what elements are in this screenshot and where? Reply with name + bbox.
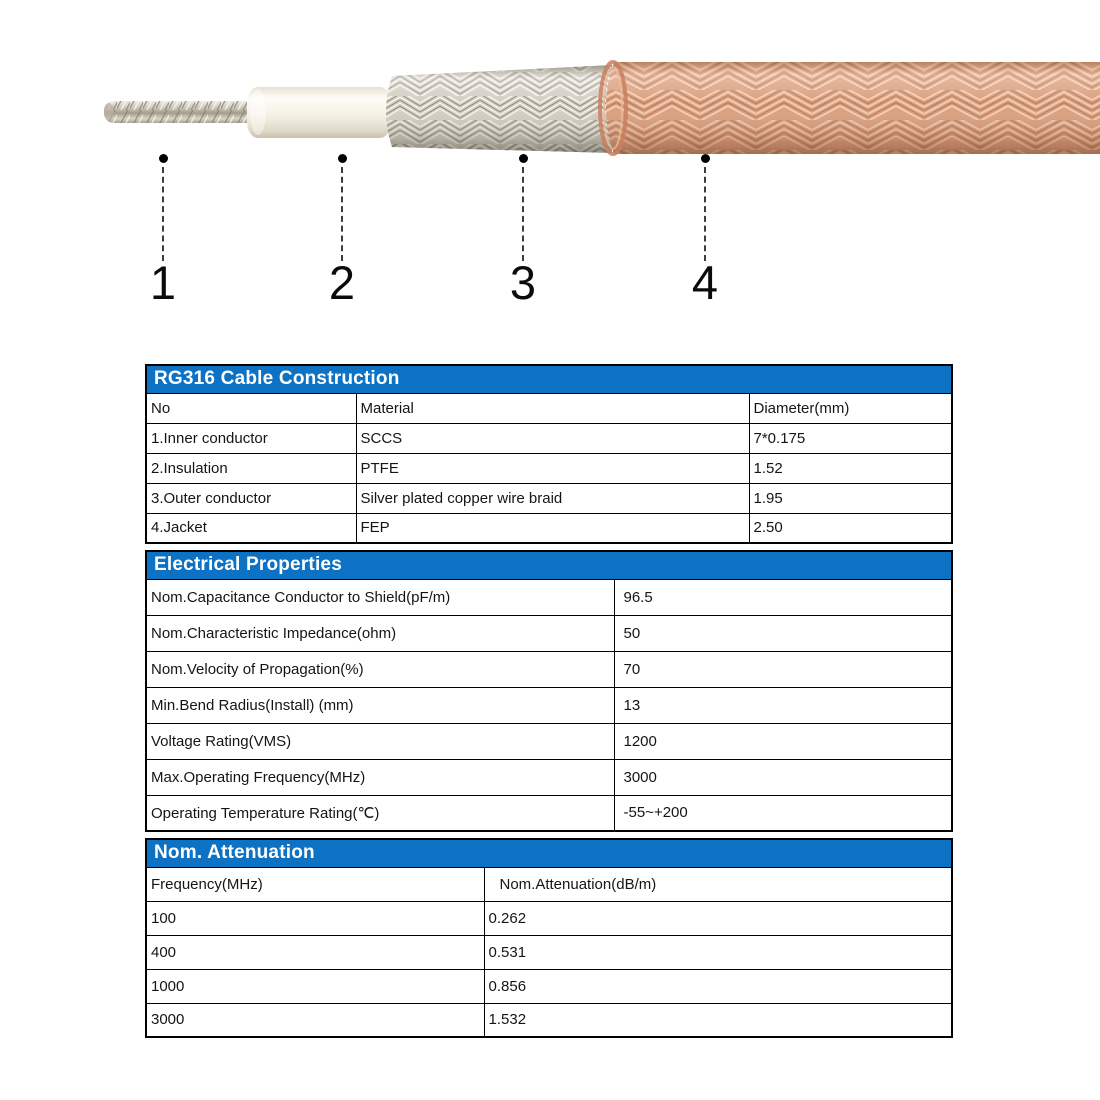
construction-table bbox=[145, 364, 953, 544]
callout-leader-line bbox=[162, 167, 164, 261]
attenuation-cell: 1.532 bbox=[484, 1003, 952, 1037]
table-row bbox=[146, 1003, 952, 1037]
callout-leader-line bbox=[704, 167, 706, 261]
cable-outer-braid bbox=[386, 65, 612, 153]
cable-inner-conductor bbox=[104, 101, 256, 123]
value-cell: 3000 bbox=[614, 759, 952, 795]
callout-number: 1 bbox=[149, 256, 177, 309]
callout-dot bbox=[519, 154, 528, 163]
property-cell: Voltage Rating(VMS) bbox=[146, 723, 614, 759]
table-row bbox=[146, 483, 952, 513]
table-row bbox=[146, 615, 952, 651]
attenuation-table bbox=[145, 838, 953, 1038]
col-header-diameter: Diameter(mm) bbox=[749, 393, 952, 423]
attenuation-cell: 0.856 bbox=[484, 969, 952, 1003]
frequency-cell: 400 bbox=[146, 935, 484, 969]
cell-material: Silver plated copper wire braid bbox=[356, 483, 749, 513]
table-row bbox=[146, 901, 952, 935]
table-row bbox=[146, 759, 952, 795]
value-cell: 1200 bbox=[614, 723, 952, 759]
cell-diameter: 7*0.175 bbox=[749, 423, 952, 453]
table-title-row bbox=[146, 839, 952, 867]
frequency-cell: 3000 bbox=[146, 1003, 484, 1037]
callout-leader-line bbox=[522, 167, 524, 261]
col-header-attenuation: Nom.Attenuation(dB/m) bbox=[484, 867, 952, 901]
cable-diagram bbox=[0, 0, 1100, 340]
electrical-table-title: Electrical Properties bbox=[146, 551, 952, 579]
table-row bbox=[146, 513, 952, 543]
cell-no: 4.Jacket bbox=[146, 513, 356, 543]
table-row bbox=[146, 579, 952, 615]
value-cell: 96.5 bbox=[614, 579, 952, 615]
table-title-row bbox=[146, 551, 952, 579]
callout-number: 4 bbox=[691, 256, 719, 309]
table-row bbox=[146, 687, 952, 723]
cell-material: FEP bbox=[356, 513, 749, 543]
table-row bbox=[146, 423, 952, 453]
col-header-frequency: Frequency(MHz) bbox=[146, 867, 484, 901]
value-cell: 50 bbox=[614, 615, 952, 651]
property-cell: Max.Operating Frequency(MHz) bbox=[146, 759, 614, 795]
col-header-material: Material bbox=[356, 393, 749, 423]
property-cell: Nom.Characteristic Impedance(ohm) bbox=[146, 615, 614, 651]
cell-no: 3.Outer conductor bbox=[146, 483, 356, 513]
cable-insulation bbox=[247, 87, 391, 138]
attenuation-cell: 0.531 bbox=[484, 935, 952, 969]
cell-no: 2.Insulation bbox=[146, 453, 356, 483]
table-row bbox=[146, 935, 952, 969]
cell-material: PTFE bbox=[356, 453, 749, 483]
table-header-row bbox=[146, 867, 952, 901]
property-cell: Operating Temperature Rating(℃) bbox=[146, 795, 614, 831]
callout-number: 2 bbox=[328, 256, 356, 309]
frequency-cell: 1000 bbox=[146, 969, 484, 1003]
callout-dot bbox=[701, 154, 710, 163]
value-cell: 70 bbox=[614, 651, 952, 687]
property-cell: Min.Bend Radius(Install) (mm) bbox=[146, 687, 614, 723]
callout-leader-line bbox=[341, 167, 343, 261]
frequency-cell: 100 bbox=[146, 901, 484, 935]
spec-tables bbox=[145, 364, 953, 1038]
electrical-table bbox=[145, 550, 953, 832]
table-row bbox=[146, 969, 952, 1003]
attenuation-table-title: Nom. Attenuation bbox=[146, 839, 952, 867]
table-row bbox=[146, 723, 952, 759]
value-cell: 13 bbox=[614, 687, 952, 723]
table-header-row bbox=[146, 393, 952, 423]
callout-number: 3 bbox=[509, 256, 537, 309]
callout-dot bbox=[338, 154, 347, 163]
col-header-no: No bbox=[146, 393, 356, 423]
table-row bbox=[146, 795, 952, 831]
cell-material: SCCS bbox=[356, 423, 749, 453]
attenuation-cell: 0.262 bbox=[484, 901, 952, 935]
construction-table-title: RG316 Cable Construction bbox=[146, 365, 952, 393]
value-cell: -55~+200 bbox=[614, 795, 952, 831]
property-cell: Nom.Capacitance Conductor to Shield(pF/m) bbox=[146, 579, 614, 615]
cell-no: 1.Inner conductor bbox=[146, 423, 356, 453]
property-cell: Nom.Velocity of Propagation(%) bbox=[146, 651, 614, 687]
cell-diameter: 1.52 bbox=[749, 453, 952, 483]
table-row bbox=[146, 651, 952, 687]
cell-diameter: 1.95 bbox=[749, 483, 952, 513]
table-title-row bbox=[146, 365, 952, 393]
cell-diameter: 2.50 bbox=[749, 513, 952, 543]
callout-dot bbox=[159, 154, 168, 163]
table-row bbox=[146, 453, 952, 483]
cable-jacket bbox=[600, 62, 1100, 154]
